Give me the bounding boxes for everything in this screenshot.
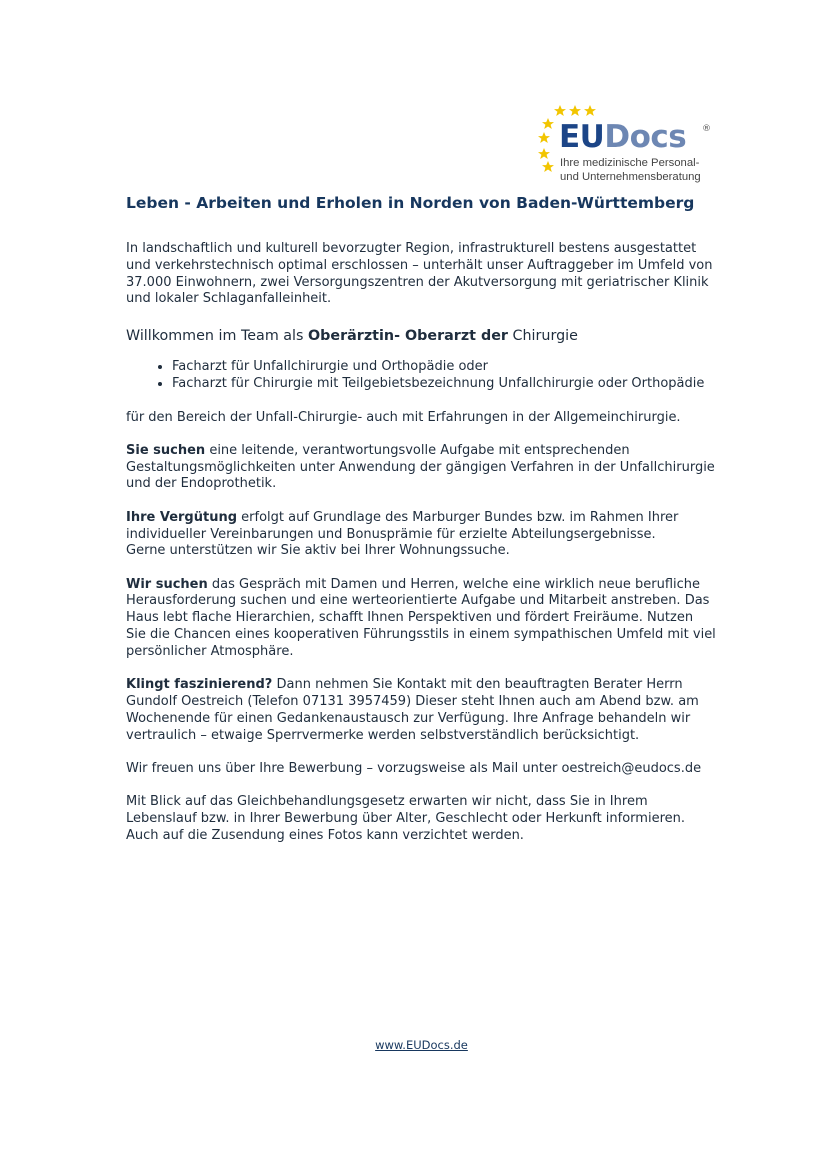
registered-mark: ®: [702, 124, 711, 134]
we-seek-text: das Gespräch mit Damen und Herren, welche eine wirklich neue berufliche Herausforderung suchen und eine werteorientierte Aufgabe und Mitarbeit anstreben. Das Haus lebt flache Hierarchien, schafft Ihnen Perspektiven und fördert Freiräume. Nutzen Sie die Chancen eines kooperativen Führungsstils in einem sympathischen Umfeld mit viel persönlicher Atmosphäre.: [126, 576, 716, 659]
requirement-item: • Facharzt für Chirurgie mit Teilgebietsbezeichnung Unfallchirurgie oder Orthopädie: [172, 376, 716, 393]
contact-text: Dann nehmen Sie Kontakt mit den beauftragten Berater Herrn Gundolf Oestreich (Telefon 07131 3957459) Dieser steht Ihnen auch am Abend bzw. am Wochenende für einen Gedankenaustausch zur Verfügung. Ihre Anfrage behandeln wir vertraulich – etwaige Sperrvermerke werden selbstverständlich berücksichtigt.: [126, 677, 699, 743]
logo-tagline-line1: Ihre medizinische Personal-: [560, 157, 700, 169]
footer: [0, 1038, 826, 1052]
welcome-position: Oberärztin- Oberarzt der: [308, 328, 508, 345]
seeking-lead: Sie suchen: [126, 442, 206, 458]
logo-wordmark: [559, 117, 686, 157]
welcome-suffix: Chirurgie: [507, 328, 578, 345]
compensation-lead: Ihre Vergütung: [126, 509, 238, 525]
we-seek-lead: Wir suchen: [126, 576, 208, 592]
headline: Leben - Arbeiten und Erholen in Norden von Baden-Württemberg: [126, 194, 695, 212]
compensation-text: erfolgt auf Grundlage des Marburger Bundes bzw. im Rahmen Ihrer individueller Vereinbarungen und Bonusprämie für erzielte Abteilungsergebnisse.: [126, 509, 679, 542]
application-paragraph: Wir freuen uns über Ihre Bewerbung – vorzugsweise als Mail unter oestreich@eudocs.de: [126, 760, 702, 776]
website-link[interactable]: www.EUDocs.de: [375, 1038, 468, 1052]
logo-brand-docs: Docs: [604, 119, 687, 155]
company-logo: [533, 100, 723, 190]
logo-brand-eu: EU: [559, 119, 605, 155]
welcome-prefix: Willkommen im Team als: [126, 328, 309, 345]
housing-support-text: Gerne unterstützen wir Sie aktiv bei Ihrer Wohnungssuche.: [126, 543, 510, 559]
equality-paragraph: Mit Blick auf das Gleichbehandlungsgesetz erwarten wir nicht, dass Sie in Ihrem Lebenslauf bzw. in Ihrer Bewerbung über Alter, Geschlecht oder Herkunft informieren. Auch auf die Zusendung eines Fotos kann verzichtet werden.: [126, 794, 685, 843]
logo-tagline: [560, 156, 701, 184]
requirements-list: [126, 359, 716, 393]
intro-paragraph: In landschaftlich und kulturell bevorzugter Region, infrastrukturell bestens ausgestattet und verkehrstechnisch optimal erschlossen – unterhält unser Auftraggeber im Umfeld von 37.000 Einwohnern, zwei Versorgungszentren der Akutversorgung mit geriatrischer Klinik und lokaler Schlaganfalleinheit.: [126, 241, 713, 307]
logo-tagline-line2: und Unternehmensberatung: [560, 171, 701, 183]
job-posting: [126, 193, 716, 861]
contact-lead: Klingt faszinierend?: [126, 677, 273, 693]
welcome-line: [126, 328, 716, 345]
compensation-paragraph: [126, 510, 716, 560]
seeking-paragraph: [126, 443, 716, 493]
requirement-item: • Facharzt für Unfallchirurgie und Orthopädie oder: [172, 359, 716, 376]
we-seek-paragraph: [126, 577, 716, 661]
seeking-text: eine leitende, verantwortungsvolle Aufgabe mit entsprechenden Gestaltungsmöglichkeiten unter Anwendung der gängigen Verfahren in der Unfallchirurgie und der Endoprothetik.: [126, 442, 715, 492]
area-paragraph: für den Bereich der Unfall-Chirurgie- auch mit Erfahrungen in der Allgemeinchirurgie.: [126, 409, 681, 425]
contact-paragraph: [126, 677, 716, 744]
